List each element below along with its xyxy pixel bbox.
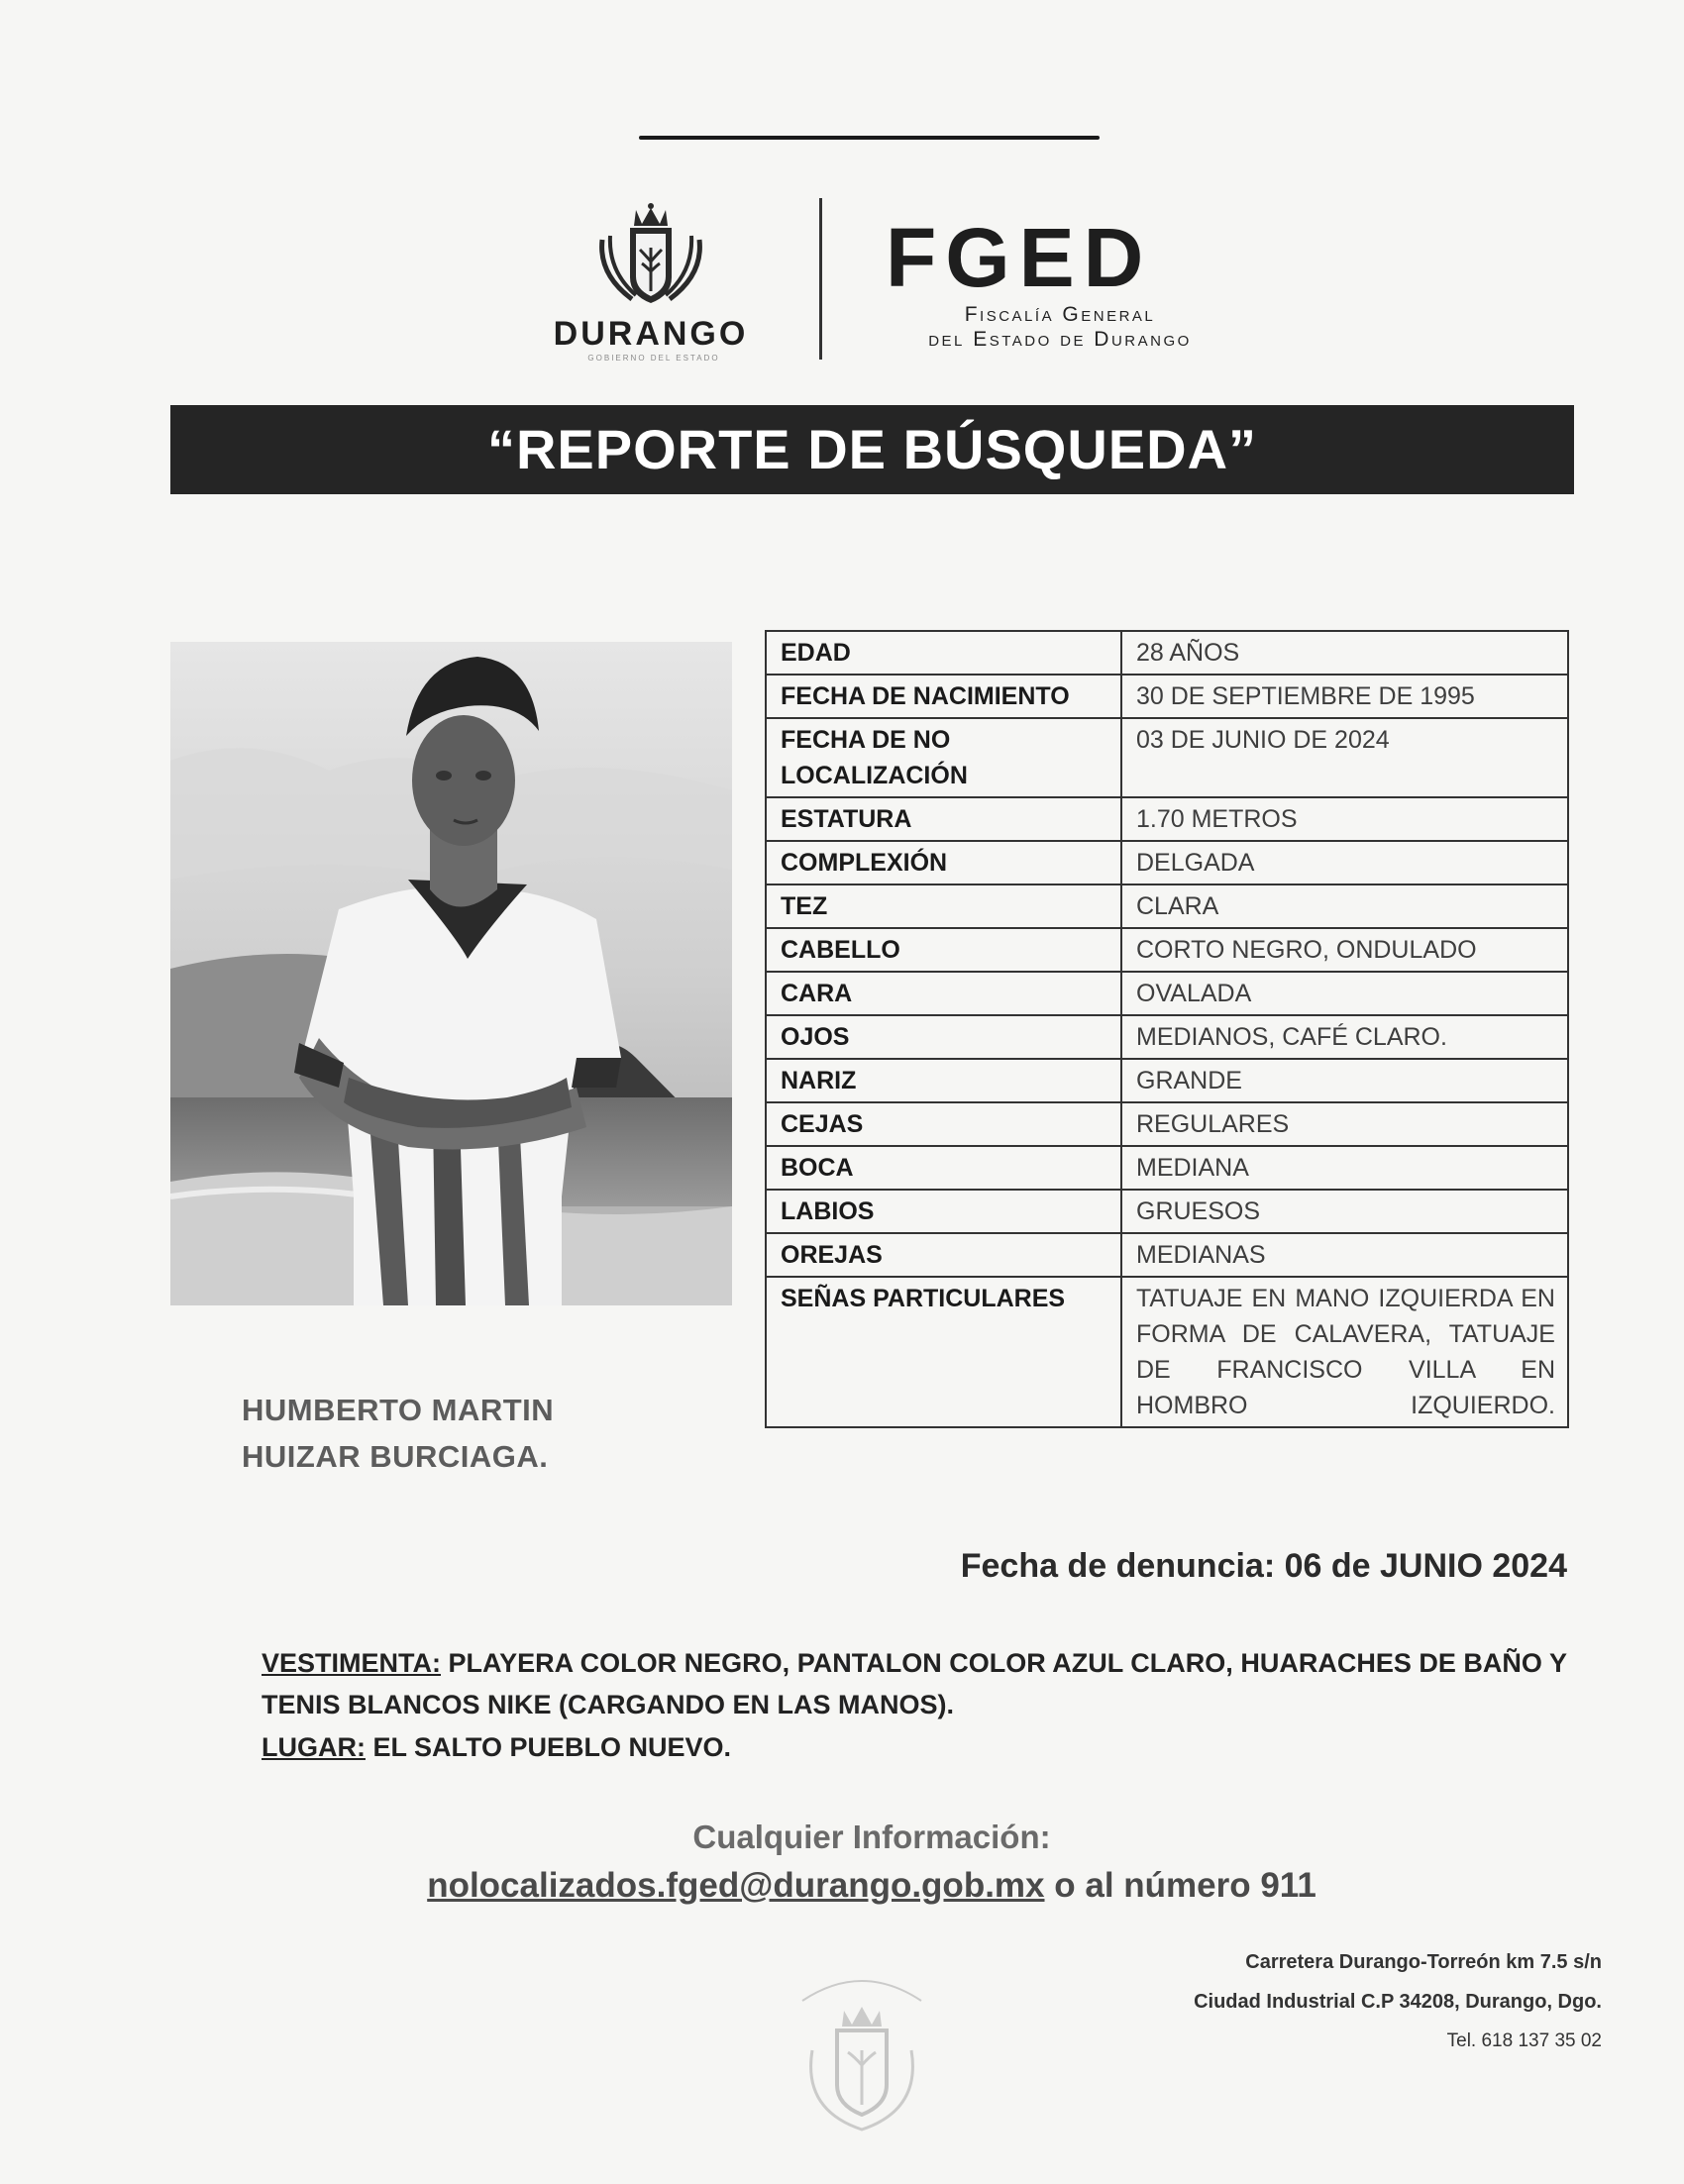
row-value-cabello: CORTO NEGRO, ONDULADO [1121,928,1568,972]
table-row [766,675,1568,718]
row-value-tez: CLARA [1121,884,1568,928]
contact-line [297,1866,1446,1906]
row-label-nariz: NARIZ [766,1059,1121,1102]
table-row [766,928,1568,972]
durango-subtitle: GOBIERNO DEL ESTADO [587,354,720,363]
lugar-label: LUGAR: [262,1732,366,1762]
denuncia-label: Fecha de denuncia: [960,1547,1276,1585]
details-table [765,630,1569,1428]
row-value-cejas: REGULARES [1121,1102,1568,1146]
row-label-estatura: ESTATURA [766,797,1121,841]
table-row [766,1233,1568,1277]
lugar [262,1726,1567,1768]
table-row [766,841,1568,884]
fecha-denuncia [594,1547,1567,1586]
denuncia-date: 06 de JUNIO 2024 [1284,1547,1567,1585]
row-value-complexion: DELGADA [1121,841,1568,884]
row-label-orejas: OREJAS [766,1233,1121,1277]
row-value-edad: 28 AÑOS [1121,631,1568,675]
person-name-line2: HUIZAR BURCIAGA. [242,1439,549,1474]
fged-subtitle-line1: Fiscalía General [964,303,1156,326]
row-value-senas-particulares: TATUAJE EN MANO IZQUIERDA EN FORMA DE CALAVERA, TATUAJE DE FRANCISCO VILLA EN HOMBRO IZQUIERDO. [1121,1277,1568,1427]
table-row [766,718,1568,797]
row-label-boca: BOCA [766,1146,1121,1190]
row-label-fecha-nacimiento: FECHA DE NACIMIENTO [766,675,1121,718]
fged-subtitle-line2: del Estado de Durango [928,328,1192,351]
address-phone: Tel. 618 137 35 02 [1446,2030,1602,2051]
row-value-labios: GRUESOS [1121,1190,1568,1233]
row-label-complexion: COMPLEXIÓN [766,841,1121,884]
row-label-cara: CARA [766,972,1121,1015]
table-row [766,1190,1568,1233]
durango-wordmark: DURANGO [553,315,749,353]
table-row [766,797,1568,841]
row-value-estatura: 1.70 METROS [1121,797,1568,841]
row-value-orejas: MEDIANAS [1121,1233,1568,1277]
row-label-labios: LABIOS [766,1190,1121,1233]
durango-crest-icon [592,200,709,317]
person-name [242,1387,678,1480]
table-row [766,1277,1568,1427]
header-divider [819,198,822,360]
table-row [766,884,1568,928]
vestimenta-label: VESTIMENTA: [262,1648,441,1678]
missing-person-photo [170,642,732,1305]
report-title: “REPORTE DE BÚSQUEDA” [486,418,1258,480]
row-value-cara: OVALADA [1121,972,1568,1015]
table-row [766,1146,1568,1190]
row-label-cejas: CEJAS [766,1102,1121,1146]
row-label-senas-particulares: SEÑAS PARTICULARES [766,1277,1121,1427]
row-value-nariz: GRANDE [1121,1059,1568,1102]
address-line1: Carretera Durango-Torreón km 7.5 s/n [1245,1951,1602,1973]
row-value-boca: MEDIANA [1121,1146,1568,1190]
address-line2: Ciudad Industrial C.P 34208, Durango, Dgo. [1194,1991,1602,2013]
person-name-line1: HUMBERTO MARTIN [242,1393,555,1427]
row-value-ojos: MEDIANOS, CAFÉ CLARO. [1121,1015,1568,1059]
vestimenta [262,1642,1567,1725]
lugar-text: EL SALTO PUEBLO NUEVO. [372,1732,732,1762]
contact-email-link[interactable]: nolocalizados.fged@durango.gob.mx [427,1866,1045,1905]
row-label-edad: EDAD [766,631,1121,675]
durango-seal-watermark-icon [783,1961,941,2139]
row-label-cabello: CABELLO [766,928,1121,972]
table-row [766,1102,1568,1146]
table-row [766,631,1568,675]
vestimenta-text: PLAYERA COLOR NEGRO, PANTALON COLOR AZUL CLARO, HUARACHES DE BAÑO Y TENIS BLANCOS NIKE (CARGANDO EN LAS MANOS). [262,1648,1567,1719]
fged-title: FGED [886,211,1153,304]
contact-phone-text: o al número 911 [1054,1866,1316,1905]
row-label-ojos: OJOS [766,1015,1121,1059]
row-value-fecha-nacimiento: 30 DE SEPTIEMBRE DE 1995 [1121,675,1568,718]
table-row [766,972,1568,1015]
contact-title: Cualquier Información: [692,1819,1051,1855]
table-row [766,1015,1568,1059]
row-label-fecha-no-localizacion: FECHA DE NO LOCALIZACIÓN [766,718,1121,797]
table-row [766,1059,1568,1102]
row-value-fecha-no-localizacion: 03 DE JUNIO DE 2024 [1121,718,1568,797]
top-rule [639,136,1100,140]
row-label-tez: TEZ [766,884,1121,928]
